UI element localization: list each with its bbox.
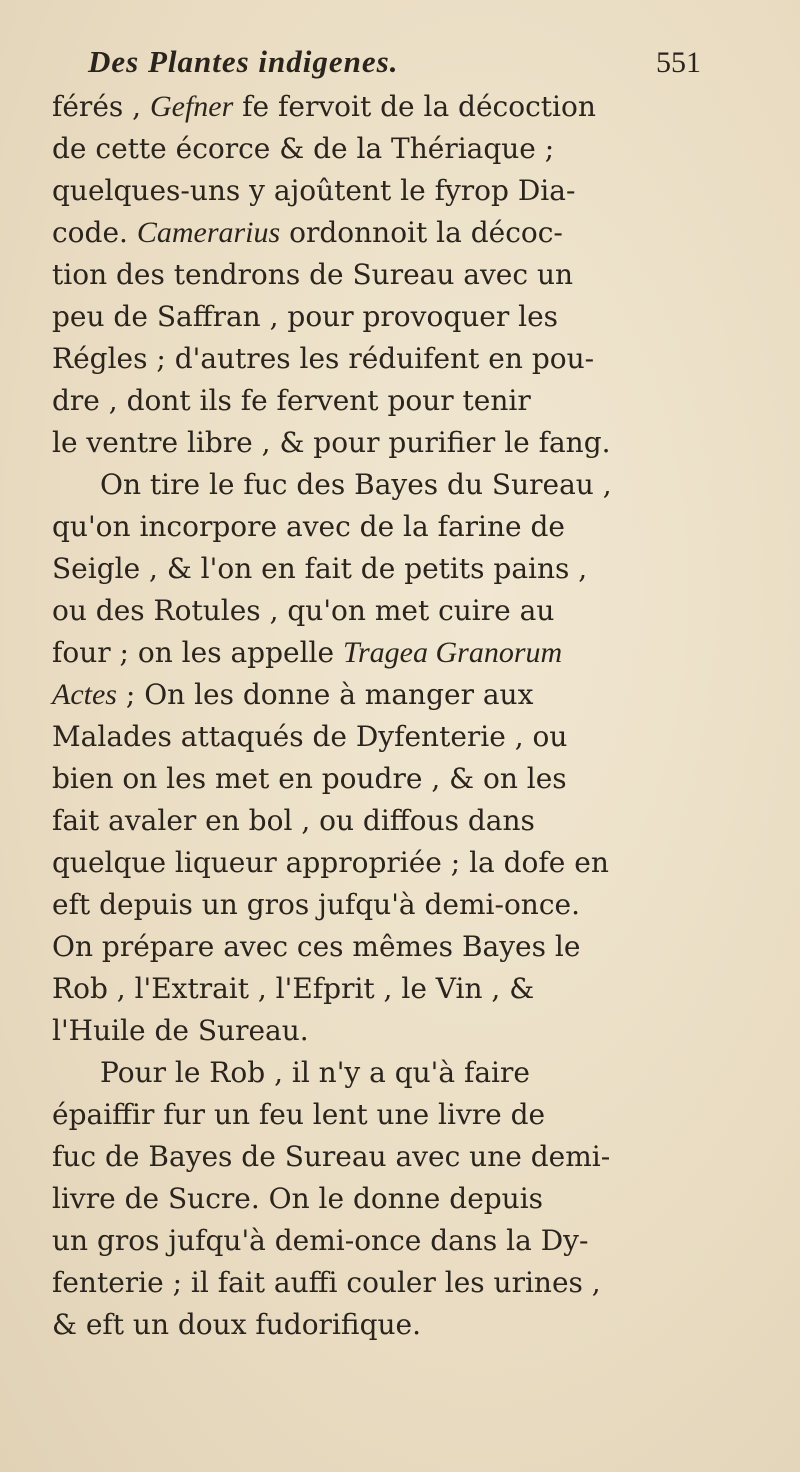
line-text: ordonnoit la décoc- <box>280 216 563 249</box>
line-text: l'Huile de Sureau. <box>52 1014 309 1047</box>
text-line <box>52 1178 612 1220</box>
line-text: & eft un doux fudorifique. <box>52 1308 422 1341</box>
running-title: Des Plantes indigenes. <box>88 44 399 79</box>
line-text: quelques-uns y ajoûtent le fyrop Dia- <box>52 174 576 207</box>
text-line <box>52 1136 612 1178</box>
line-text: ou des Rotules , qu'on met cuire au <box>52 594 555 627</box>
text-line <box>52 1220 612 1262</box>
line-text: peu de Saffran , pour provoquer les <box>52 300 559 333</box>
line-text: On tire le fuc des Bayes du Sureau , <box>100 468 612 501</box>
text-line <box>52 926 612 968</box>
text-line <box>52 212 612 254</box>
line-text: fe fervoit de la décoction <box>233 90 596 123</box>
line-text: le ventre libre , & pour purifier le fang. <box>52 426 611 459</box>
text-line <box>52 1010 612 1052</box>
line-text: fait avaler en bol , ou diffous dans <box>52 804 535 837</box>
line-text: quelque liqueur appropriée ; la dofe en <box>52 846 609 879</box>
text-line <box>52 548 612 590</box>
text-line <box>52 590 612 632</box>
text-line <box>52 506 612 548</box>
line-text: On prépare avec ces mêmes Bayes le <box>52 930 581 963</box>
line-text: Pour le Rob , il n'y a qu'à faire <box>100 1056 530 1089</box>
text-line <box>52 86 612 128</box>
line-text: code. <box>52 216 137 249</box>
line-text: fenterie ; il fait auffi couler les urines , <box>52 1266 601 1299</box>
text-line <box>52 1094 612 1136</box>
line-text: eft depuis un gros jufqu'à demi-once. <box>52 888 580 921</box>
text-line <box>52 674 612 716</box>
line-text: un gros jufqu'à demi-once dans la Dy- <box>52 1224 589 1257</box>
line-text: dre , dont ils fe fervent pour tenir <box>52 384 531 417</box>
line-text: férés , <box>52 90 150 123</box>
line-text: livre de Sucre. On le donne depuis <box>52 1182 544 1215</box>
text-line <box>52 170 612 212</box>
line-text: qu'on incorpore avec de la farine de <box>52 510 565 543</box>
line-text: Seigle , & l'on en fait de petits pains , <box>52 552 588 585</box>
text-line <box>52 884 612 926</box>
line-text: Rob , l'Extrait , l'Efprit , le Vin , & <box>52 972 535 1005</box>
italic-text: Gefner <box>149 90 234 123</box>
text-line <box>52 1262 612 1304</box>
text-line <box>52 380 612 422</box>
italic-text: Camerarius <box>136 216 281 249</box>
text-line <box>52 254 612 296</box>
line-text: épaiffir fur un feu lent une livre de <box>52 1098 546 1131</box>
text-line <box>52 1304 612 1346</box>
text-line <box>52 842 612 884</box>
line-text: Régles ; d'autres les réduifent en pou- <box>52 342 595 375</box>
text-line <box>52 800 612 842</box>
italic-text: Tragea Granorum <box>342 636 563 669</box>
text-line <box>52 338 612 380</box>
line-text: Malades attaqués de Dyfenterie , ou <box>52 720 568 753</box>
line-text: de cette écorce & de la Thériaque ; <box>52 132 555 165</box>
text-body <box>52 86 612 1346</box>
text-line <box>52 968 612 1010</box>
text-line <box>52 422 612 464</box>
text-line <box>52 128 612 170</box>
line-text: ; On les donne à manger aux <box>116 678 534 711</box>
text-line <box>52 464 612 506</box>
line-text: tion des tendrons de Sureau avec un <box>52 258 574 291</box>
line-text: four ; on les appelle <box>52 636 343 669</box>
text-line <box>52 716 612 758</box>
page-number: 551 <box>656 46 701 79</box>
italic-text: Actes <box>52 678 117 711</box>
line-text: bien on les met en poudre , & on les <box>52 762 567 795</box>
line-text: fuc de Bayes de Sureau avec une demi- <box>52 1140 611 1173</box>
text-line <box>52 1052 612 1094</box>
text-line <box>52 632 612 674</box>
text-line <box>52 758 612 800</box>
running-head <box>88 44 788 92</box>
text-line <box>52 296 612 338</box>
